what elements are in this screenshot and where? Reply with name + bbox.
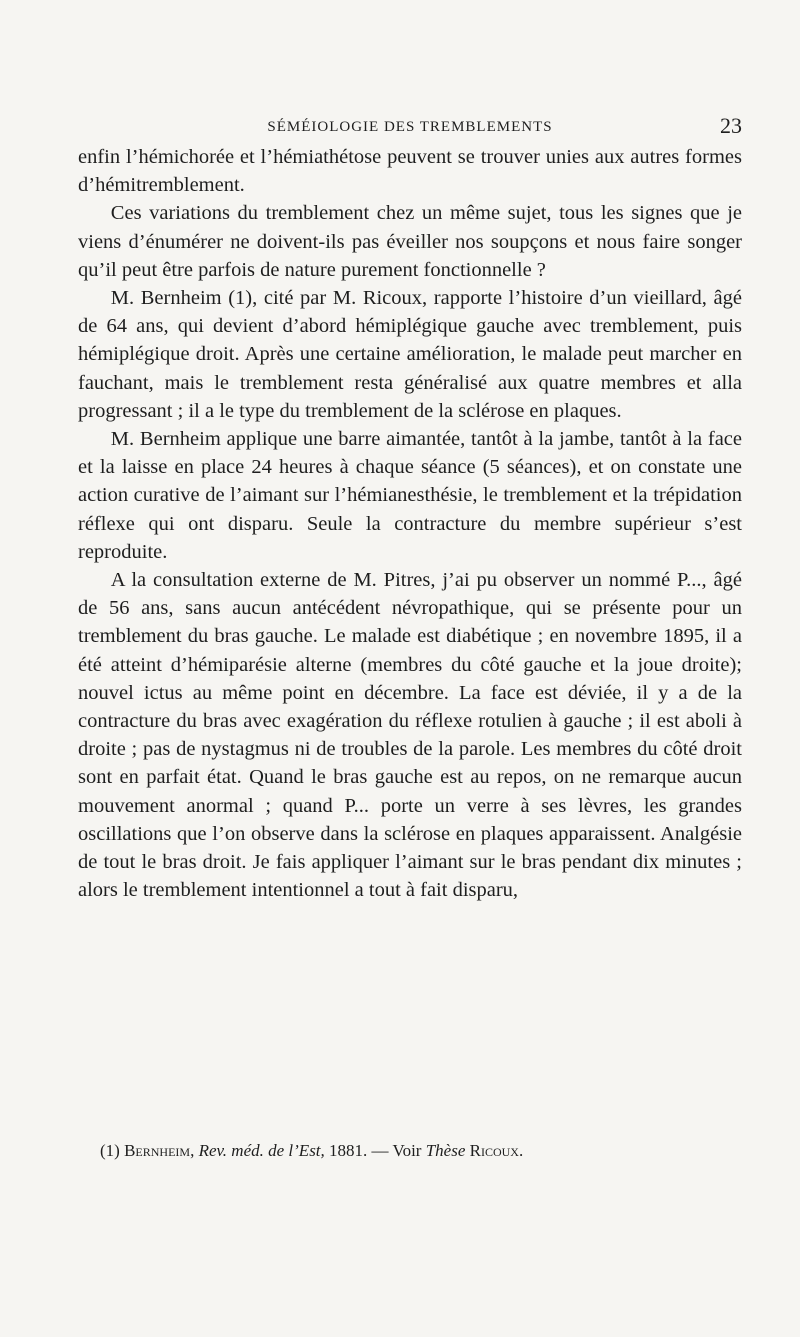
page-number: 23 (720, 113, 742, 138)
footnote-marker: (1) (100, 1141, 120, 1160)
footnote-year: 1881. — Voir (329, 1141, 422, 1160)
paragraph: A la consultation externe de M. Pitres, j’ai pu observer un nommé P..., âgé de 56 ans, sans aucun antécédent névropathique, qui se présente pour un tremblement du bras gauche. Le malade est diabétique ; en novembre 1895, il a été atteint d’hémiparésie alterne (membres du côté gauche et la joue droite); nouvel ictus au même point en décembre. La face est déviée, il y a de la contracture du bras avec exagération du réflexe rotulien à gauche ; il est aboli à droite ; pas de nystagmus ni de troubles de la parole. Les membres du côté droit sont en parfait état. Quand le bras gauche est au repos, on ne remarque aucun mouvement anormal ; quand P... porte un verre à ses lèvres, les grandes oscillations que l’on observe dans la sclérose en plaques apparaissent. Analgésie de tout le bras droit. Je fais appliquer l’aimant sur le bras pendant dix minutes ; alors le tremblement intentionnel a tout à fait disparu, (78, 569, 742, 902)
paragraph: Ces variations du tremblement chez un même sujet, tous les signes que je viens d’énumérer ne doivent-ils pas éveiller nos soupçons et nous faire songer qu’il peut être parfois de nature purement fonctionnelle ? (78, 202, 742, 281)
paragraph: M. Bernheim applique une barre aimantée, tantôt à la jambe, tantôt à la face et la laisse en place 24 heures à chaque séance (5 séances), et on constate une action curative de l’aimant sur l’hémianesthésie, le tremblement et la trépidation réflexe qui ont disparu. Seule la contracture du membre supérieur s’est reproduite. (78, 428, 742, 563)
footnote (100, 1140, 740, 1162)
running-title: SÉMÉIOLOGIE DES TREMBLEMENTS (267, 119, 553, 135)
paragraph: M. Bernheim (1), cité par M. Ricoux, rapporte l’histoire d’un vieillard, âgé de 64 ans, qui devient d’abord hémiplégique gauche avec tremblement, puis hémiplégique droit. Après une certaine amélioration, le malade peut marcher en fauchant, mais le tremblement resta généralisé aux quatre membres et alla progressant ; il a le type du tremblement de la sclérose en plaques. (78, 287, 742, 422)
paragraph: enfin l’hémichorée et l’hémiathétose peuvent se trouver unies aux autres formes d’hémitremblement. (78, 146, 742, 197)
footnote-ref-author: Ricoux. (469, 1141, 524, 1160)
footnote-thesis: Thèse (425, 1141, 466, 1160)
footnote-journal: Rev. méd. de l’Est, (198, 1141, 325, 1160)
running-header (78, 113, 742, 143)
body-text (78, 143, 742, 904)
footnote-author: Bernheim, (124, 1141, 195, 1160)
